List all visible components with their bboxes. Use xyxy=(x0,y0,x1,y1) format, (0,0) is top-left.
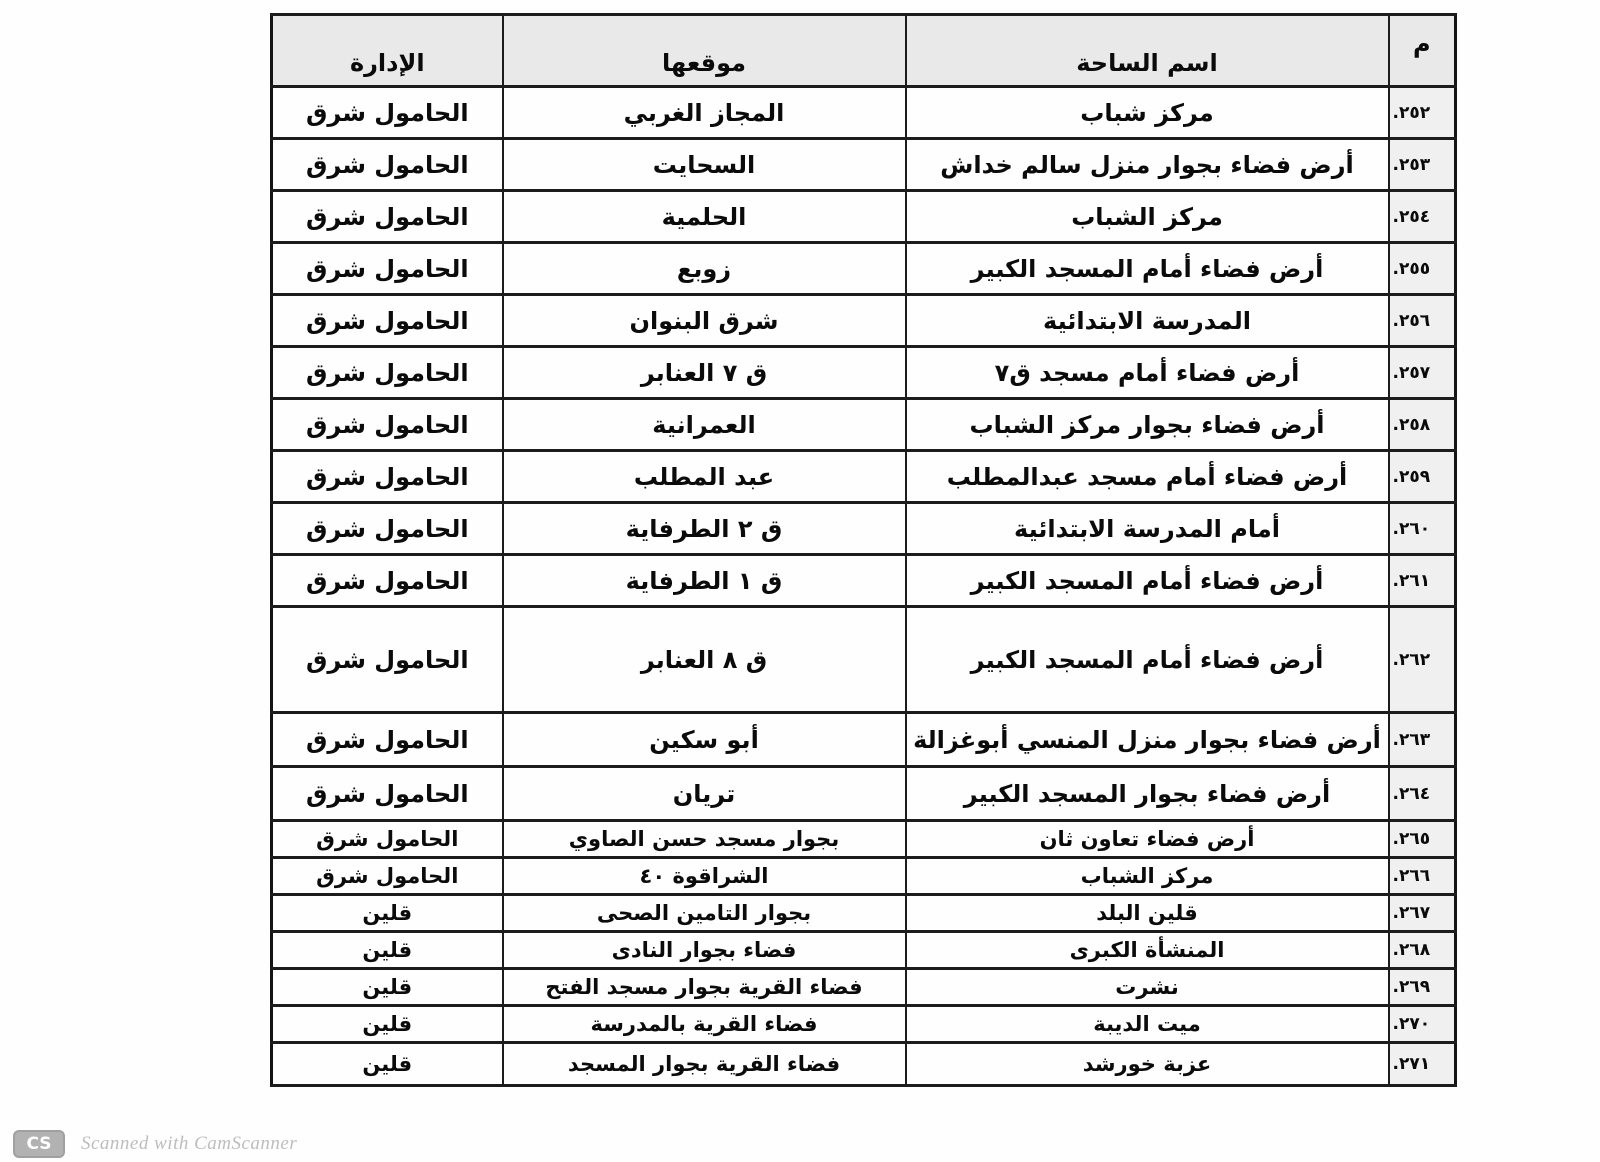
table-row xyxy=(272,347,1456,399)
row-number-cell: ٢٦٨. xyxy=(1389,932,1456,969)
table-row xyxy=(272,767,1456,821)
square-name-cell: أرض فضاء بجوار المسجد الكبير xyxy=(906,767,1389,821)
table-row xyxy=(272,87,1456,139)
square-name-cell: قلين البلد xyxy=(906,895,1389,932)
square-location-cell: بجوار التامين الصحى xyxy=(503,895,906,932)
square-name-cell: المنشأة الكبرى xyxy=(906,932,1389,969)
square-location-cell: فضاء القرية بجوار المسجد xyxy=(503,1043,906,1086)
square-admin-cell: الحامول شرق xyxy=(272,295,503,347)
square-admin-cell: الحامول شرق xyxy=(272,858,503,895)
col-header-location: موقعها xyxy=(503,15,906,87)
square-admin-cell: الحامول شرق xyxy=(272,87,503,139)
squares-table xyxy=(270,13,1457,1087)
table-header-row xyxy=(272,15,1456,87)
square-name-cell: مركز الشباب xyxy=(906,191,1389,243)
square-admin-cell: قلين xyxy=(272,969,503,1006)
square-location-cell: ق ٢ الطرفاية xyxy=(503,503,906,555)
row-number-cell: ٢٦٢. xyxy=(1389,607,1456,713)
square-name-cell: مركز شباب xyxy=(906,87,1389,139)
square-location-cell: ق ٨ العنابر xyxy=(503,607,906,713)
square-name-cell: أرض فضاء بجوار منزل سالم خداش xyxy=(906,139,1389,191)
row-number-cell: ٢٦٧. xyxy=(1389,895,1456,932)
square-admin-cell: الحامول شرق xyxy=(272,821,503,858)
square-admin-cell: الحامول شرق xyxy=(272,191,503,243)
square-admin-cell: قلين xyxy=(272,1006,503,1043)
row-number-cell: ٢٦٦. xyxy=(1389,858,1456,895)
table-row xyxy=(272,895,1456,932)
row-number-cell: ٢٥٧. xyxy=(1389,347,1456,399)
square-location-cell: ق ٧ العنابر xyxy=(503,347,906,399)
square-location-cell: الشراقوة ٤٠ xyxy=(503,858,906,895)
square-location-cell: بجوار مسجد حسن الصاوي xyxy=(503,821,906,858)
square-name-cell: المدرسة الابتدائية xyxy=(906,295,1389,347)
table-row xyxy=(272,1006,1456,1043)
table-row xyxy=(272,969,1456,1006)
square-location-cell: ق ١ الطرفاية xyxy=(503,555,906,607)
table-row xyxy=(272,451,1456,503)
table-row xyxy=(272,243,1456,295)
table-row xyxy=(272,858,1456,895)
square-admin-cell: الحامول شرق xyxy=(272,399,503,451)
table-row xyxy=(272,607,1456,713)
table-row xyxy=(272,1043,1456,1086)
row-number-cell: ٢٥٨. xyxy=(1389,399,1456,451)
table-row xyxy=(272,191,1456,243)
square-admin-cell: الحامول شرق xyxy=(272,243,503,295)
square-name-cell: نشرت xyxy=(906,969,1389,1006)
square-admin-cell: قلين xyxy=(272,1043,503,1086)
square-name-cell: أرض فضاء تعاون ثان xyxy=(906,821,1389,858)
square-admin-cell: قلين xyxy=(272,932,503,969)
square-location-cell: الحلمية xyxy=(503,191,906,243)
square-location-cell: فضاء القرية بجوار مسجد الفتح xyxy=(503,969,906,1006)
table-row xyxy=(272,713,1456,767)
square-location-cell: المجاز الغربي xyxy=(503,87,906,139)
square-admin-cell: الحامول شرق xyxy=(272,713,503,767)
square-admin-cell: الحامول شرق xyxy=(272,767,503,821)
row-number-cell: ٢٥٦. xyxy=(1389,295,1456,347)
row-number-cell: ٢٥٢. xyxy=(1389,87,1456,139)
square-location-cell: السحايت xyxy=(503,139,906,191)
square-location-cell: فضاء القرية بالمدرسة xyxy=(503,1006,906,1043)
table-row xyxy=(272,139,1456,191)
row-number-cell: ٢٦٠. xyxy=(1389,503,1456,555)
table-row xyxy=(272,295,1456,347)
square-name-cell: أرض فضاء بجوار مركز الشباب xyxy=(906,399,1389,451)
square-admin-cell: الحامول شرق xyxy=(272,503,503,555)
square-name-cell: أرض فضاء أمام المسجد الكبير xyxy=(906,607,1389,713)
square-admin-cell: الحامول شرق xyxy=(272,347,503,399)
camscanner-watermark xyxy=(13,1128,297,1160)
row-number-cell: ٢٧٠. xyxy=(1389,1006,1456,1043)
camscanner-logo-icon: CS xyxy=(13,1130,65,1158)
square-location-cell: العمرانية xyxy=(503,399,906,451)
square-name-cell: أرض فضاء أمام مسجد ق٧ xyxy=(906,347,1389,399)
square-admin-cell: الحامول شرق xyxy=(272,555,503,607)
row-number-cell: ٢٥٩. xyxy=(1389,451,1456,503)
square-admin-cell: الحامول شرق xyxy=(272,451,503,503)
table-row xyxy=(272,503,1456,555)
table-row xyxy=(272,821,1456,858)
row-number-cell: ٢٦٥. xyxy=(1389,821,1456,858)
square-location-cell: زوبع xyxy=(503,243,906,295)
square-admin-cell: قلين xyxy=(272,895,503,932)
row-number-cell: ٢٥٤. xyxy=(1389,191,1456,243)
square-location-cell: تريان xyxy=(503,767,906,821)
table-row xyxy=(272,555,1456,607)
square-admin-cell: الحامول شرق xyxy=(272,139,503,191)
row-number-cell: ٢٧١. xyxy=(1389,1043,1456,1086)
square-name-cell: أرض فضاء أمام مسجد عبدالمطلب xyxy=(906,451,1389,503)
square-name-cell: أرض فضاء أمام المسجد الكبير xyxy=(906,555,1389,607)
col-header-admin: الإدارة xyxy=(272,15,503,87)
row-number-cell: ٢٦١. xyxy=(1389,555,1456,607)
row-number-cell: ٢٦٣. xyxy=(1389,713,1456,767)
row-number-cell: ٢٥٥. xyxy=(1389,243,1456,295)
square-name-cell: أرض فضاء أمام المسجد الكبير xyxy=(906,243,1389,295)
row-number-cell: ٢٥٣. xyxy=(1389,139,1456,191)
square-name-cell: أرض فضاء بجوار منزل المنسي أبوغزالة xyxy=(906,713,1389,767)
row-number-cell: ٢٦٤. xyxy=(1389,767,1456,821)
square-location-cell: عبد المطلب xyxy=(503,451,906,503)
table-row xyxy=(272,399,1456,451)
square-name-cell: ميت الديبة xyxy=(906,1006,1389,1043)
square-admin-cell: الحامول شرق xyxy=(272,607,503,713)
col-header-name: اسم الساحة xyxy=(906,15,1389,87)
camscanner-text: Scanned with CamScanner xyxy=(81,1133,298,1154)
square-name-cell: مركز الشباب xyxy=(906,858,1389,895)
row-number-cell: ٢٦٩. xyxy=(1389,969,1456,1006)
square-location-cell: شرق البنوان xyxy=(503,295,906,347)
square-name-cell: عزبة خورشد xyxy=(906,1043,1389,1086)
square-name-cell: أمام المدرسة الابتدائية xyxy=(906,503,1389,555)
square-location-cell: أبو سكين xyxy=(503,713,906,767)
col-header-num: م xyxy=(1389,15,1456,87)
table-row xyxy=(272,932,1456,969)
square-location-cell: فضاء بجوار النادى xyxy=(503,932,906,969)
